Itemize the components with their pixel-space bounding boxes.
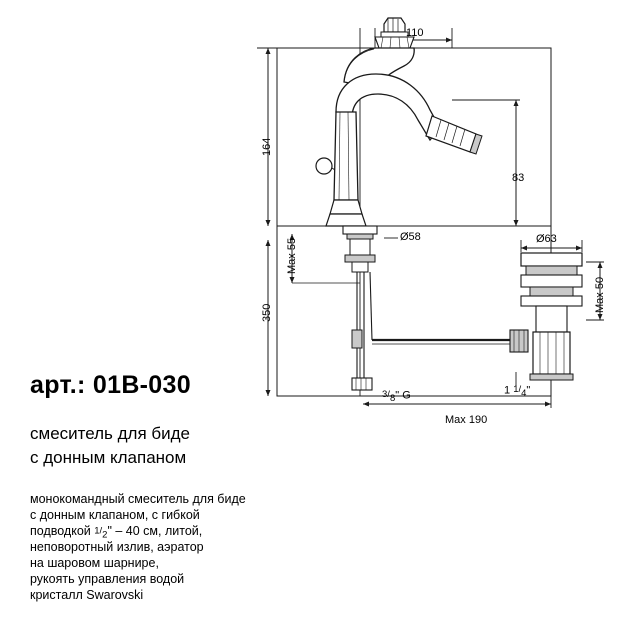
description-line-6: рукоять управления водой <box>30 572 185 586</box>
inlet-thread-num: 3 <box>382 389 388 400</box>
product-title-line-1: смеситель для биде <box>30 424 190 443</box>
description-line-1: монокомандный смеситель для биде <box>30 492 246 506</box>
article-code: арт.: 01B-030 <box>30 371 191 399</box>
dim-label-max55: Max 55 <box>286 237 298 274</box>
description-line-3-prefix: подводкой <box>30 524 95 538</box>
product-title-line-2: с донным клапаном <box>30 448 187 467</box>
dim-label-350: 350 <box>261 303 273 322</box>
dim-label-max50: Max 50 <box>594 276 606 313</box>
drain-thread-suffix: " <box>526 384 531 397</box>
dim-label-d63: Ø63 <box>536 233 557 245</box>
drain-thread-den: 4 <box>521 387 527 399</box>
inlet-thread-suffix: " G <box>395 389 411 402</box>
dim-label-drain-thread: 1 1/4" <box>504 384 531 399</box>
dim-label-83: 83 <box>512 172 525 184</box>
description-fraction-slash: / <box>99 525 103 537</box>
description-line-3 <box>30 524 202 540</box>
dim-label-110: 110 <box>406 27 424 39</box>
description-line-4: неповоротный излив, аэратор <box>30 540 204 554</box>
drain-thread-num: 1 <box>513 384 519 395</box>
dim-label-164: 164 <box>261 137 273 156</box>
drain-thread-whole: 1 <box>504 384 511 397</box>
description-fraction-numerator: 1 <box>94 525 100 537</box>
dim-label-d58: Ø58 <box>400 231 421 243</box>
description-line-2: с донным клапаном, с гибкой <box>30 508 200 522</box>
description-line-5: на шаровом шарнире, <box>30 556 159 570</box>
inlet-thread-den: 8 <box>389 392 396 404</box>
description-line-7: кристалл Swarovski <box>30 588 144 602</box>
description-fraction-denominator: 2 <box>102 529 108 541</box>
dim-label-inlet-thread: 3/8" G <box>382 389 411 404</box>
dim-label-max190: Max 190 <box>445 414 488 426</box>
description-line-3-suffix: " – 40 см, литой, <box>107 524 203 538</box>
